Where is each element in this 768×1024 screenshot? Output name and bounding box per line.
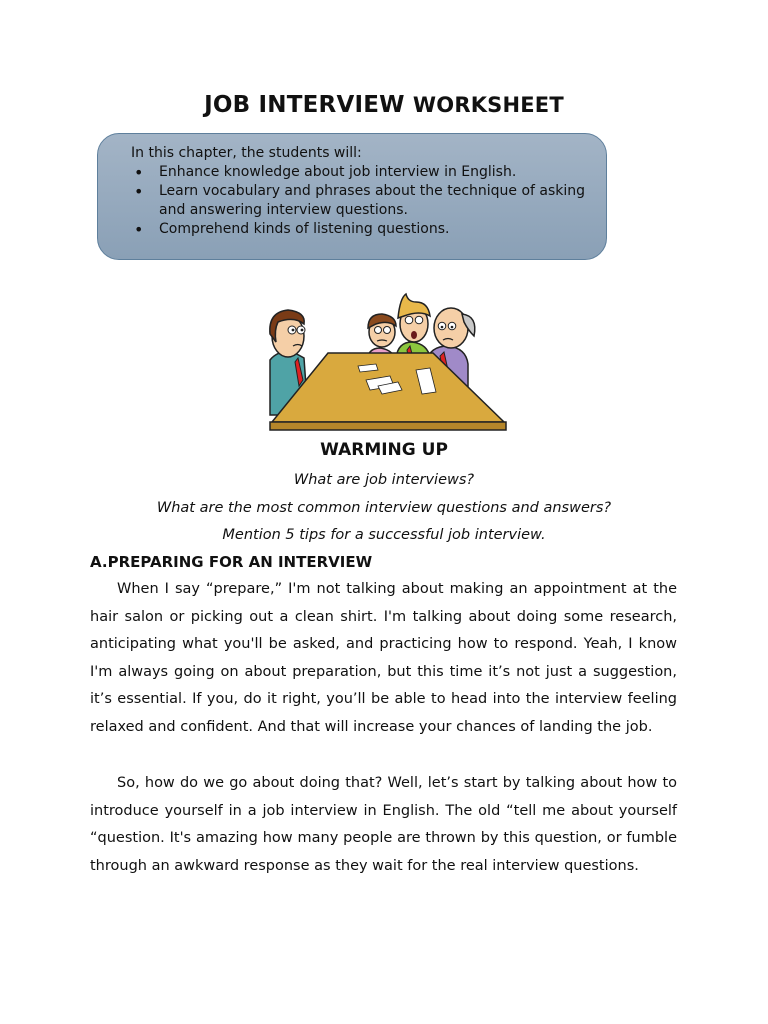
objectives-box: [97, 133, 607, 260]
objective-item: • Learn vocabulary and phrases about the technique of asking and answering interview questions.: [131, 182, 586, 220]
objectives-list: [131, 163, 586, 239]
meeting-table: [270, 353, 506, 430]
section-a-paragraph: When I say “prepare,” I'm not talking about making an appointment at the hair salon or picking out a clean shirt. I'm talking about doing some research, anticipating what you'll be asked, and practicing how to respond. Yeah, I know I'm always going on about preparation, but this time it’s not just a suggestion, it’s essential. If you, do it right, you’ll be able to head into the interview feeling relaxed and confident. And that will increase your chances of landing the job.: [90, 581, 677, 735]
objective-item: • Comprehend kinds of listening questions.: [131, 220, 586, 239]
page-title: [0, 92, 768, 118]
title-part-1: JOB INTERVIEW: [204, 92, 413, 118]
objectives-intro: In this chapter, the students will:: [131, 145, 362, 161]
job-interview-illustration: [258, 290, 508, 432]
section-a-heading: A.PREPARING FOR AN INTERVIEW: [90, 553, 373, 571]
warming-up-question: Mention 5 tips for a successful job interview.: [222, 527, 546, 543]
warming-up-question: What are job interviews?: [293, 472, 475, 488]
section-a-paragraph: So, how do we go about doing that? Well, let’s start by talking about how to introduce yourself in a job interview in English. The old “tell me about yourself “question. It's amazing how many people are thrown by this question, or fumble through an awkward response as they wait for the real interview questions.: [90, 775, 677, 874]
warming-up-question: What are the most common interview questions and answers?: [156, 500, 612, 516]
objective-item: • Enhance knowledge about job interview in English.: [131, 163, 586, 182]
title-part-2: WORKSHEET: [412, 93, 564, 117]
warming-up-heading: WARMING UP: [320, 440, 448, 460]
